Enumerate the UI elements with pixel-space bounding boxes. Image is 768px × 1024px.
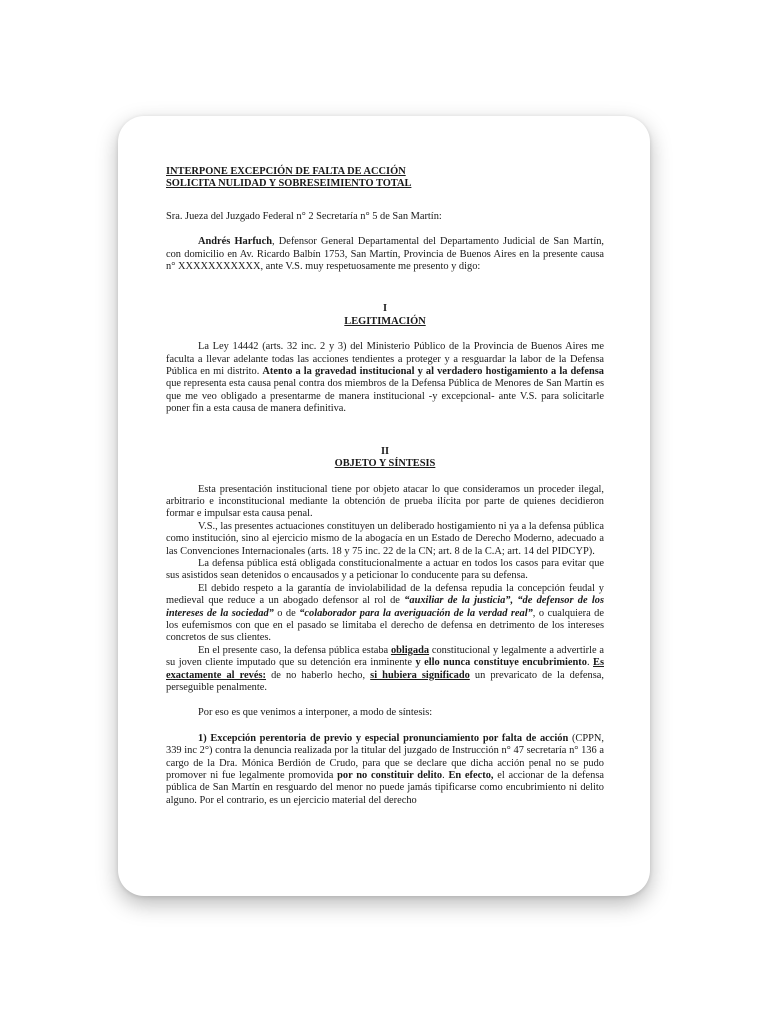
- section-1-paragraph: La Ley 14442 (arts. 32 inc. 2 y 3) del Ministerio Público de la Provincia de Buenos Aires me faculta a llevar adelante todas las acciones tendientes a proteger y a resguardar la labor de la Defensa Pública en mi distrito. Atento a la gravedad institucional y al verdadero hostigamiento a la defensa que representa esta causa penal contra dos miembros de la Defensa Pública de Menores de San Martín es que me veo obligado a presentarme de manera institucional -y excepcional- ante V.S. para solicitarle poner fin a esta causa de manera definitiva.: [166, 341, 604, 415]
- document-page: [118, 116, 650, 896]
- section-2-paragraph-5: En el presente caso, la defensa pública estaba obligada constitucional y legalmente a advertirle a su joven cliente imputado que su detención era inminente y ello nunca constituye encubrimiento. Es exactamente al revés: de no haberlo hecho, si hubiera significado un prevaricato de la defensa, perseguible penalmente.: [166, 644, 604, 693]
- salutation: Sra. Jueza del Juzgado Federal n° 2 Secretaría n° 5 de San Martín:: [166, 210, 442, 222]
- section-1-title: LEGITIMACIÓN: [344, 315, 426, 327]
- section-1-number: I: [382, 303, 388, 315]
- author-name: Andrés Harfuch: [198, 236, 272, 248]
- section-2-number: II: [380, 445, 390, 457]
- intro-paragraph: Andrés Harfuch, Defensor General Departamental del Departamento Judicial de San Martín, con domicilio en Av. Ricardo Balbín 1753, San Martín, Provincia de Buenos Aires en la presente causa n° XXXXXXXXXXX, ante V.S. muy respetuosamente me presento y digo:: [166, 236, 604, 273]
- section-1-heading: [166, 303, 604, 328]
- document-title: [166, 166, 604, 191]
- document-body: [166, 166, 604, 807]
- title-line-1: INTERPONE EXCEPCIÓN DE FALTA DE ACCIÓN: [166, 166, 406, 177]
- section-2-paragraph-4: El debido respeto a la garantía de inviolabilidad de la defensa repudia la concepción feudal y medieval que reduce a un abogado defensor al rol de “auxiliar de la justicia”, “de defensor de los intereses de la sociedad” o de “colaborador para la averiguación de la verdad real”, o cualquiera de los eufemismos con que en el pasado se limitaba el derecho de defensa en detrimento de los intereses concretos de sus clientes.: [166, 582, 604, 644]
- section-2-paragraph-1: Esta presentación institucional tiene por objeto atacar lo que consideramos un proceder ilegal, arbitrario e inconstitucional mediante la obtención de prueba ilícita por parte de quienes decidieron formar e impulsar esta causa penal.: [166, 483, 604, 520]
- section-2-paragraph-3: La defensa pública está obligada constitucionalmente a actuar en todos los casos para evitar que sus asistidos sean detenidos o encausados y a peticionar lo conducente para su defensa.: [166, 557, 604, 582]
- section-2-paragraph-2: V.S., las presentes actuaciones constituyen un deliberado hostigamiento ni ya a la defensa pública como institución, sino al ejercicio mismo de la abogacía en un Estado de Derecho Moderno, adecuado a las Convenciones Internacionales (arts. 18 y 75 inc. 22 de la CN; art. 8 de la C.A; art. 14 del PIDCYP).: [166, 520, 604, 557]
- section-2-paragraph-6: Por eso es que venimos a interponer, a modo de síntesis:: [198, 707, 433, 719]
- section-2-heading: [166, 446, 604, 471]
- title-line-2: SOLICITA NULIDAD Y SOBRESEIMIENTO TOTAL: [166, 178, 412, 190]
- section-2-title: OBJETO Y SÍNTESIS: [334, 458, 436, 470]
- section-2-paragraph-7: 1) Excepción perentoria de previo y especial pronunciamiento por falta de acción (CPPN, 339 inc 2°) contra la denuncia realizada por la titular del juzgado de Instrucción n° 47 secretaría n° 136 a cargo de la Dra. Mónica Berdión de Crudo, para que se declare que dicha acción penal no se pudo promover ni fue legalmente promovida por no constituir delito. En efecto, el accionar de la defensa pública de San Martín en resguardo del menor no puede jamás tipificarse como encubrimiento ni delito alguno. Por el contrario, es un ejercicio material del derecho: [166, 732, 604, 806]
